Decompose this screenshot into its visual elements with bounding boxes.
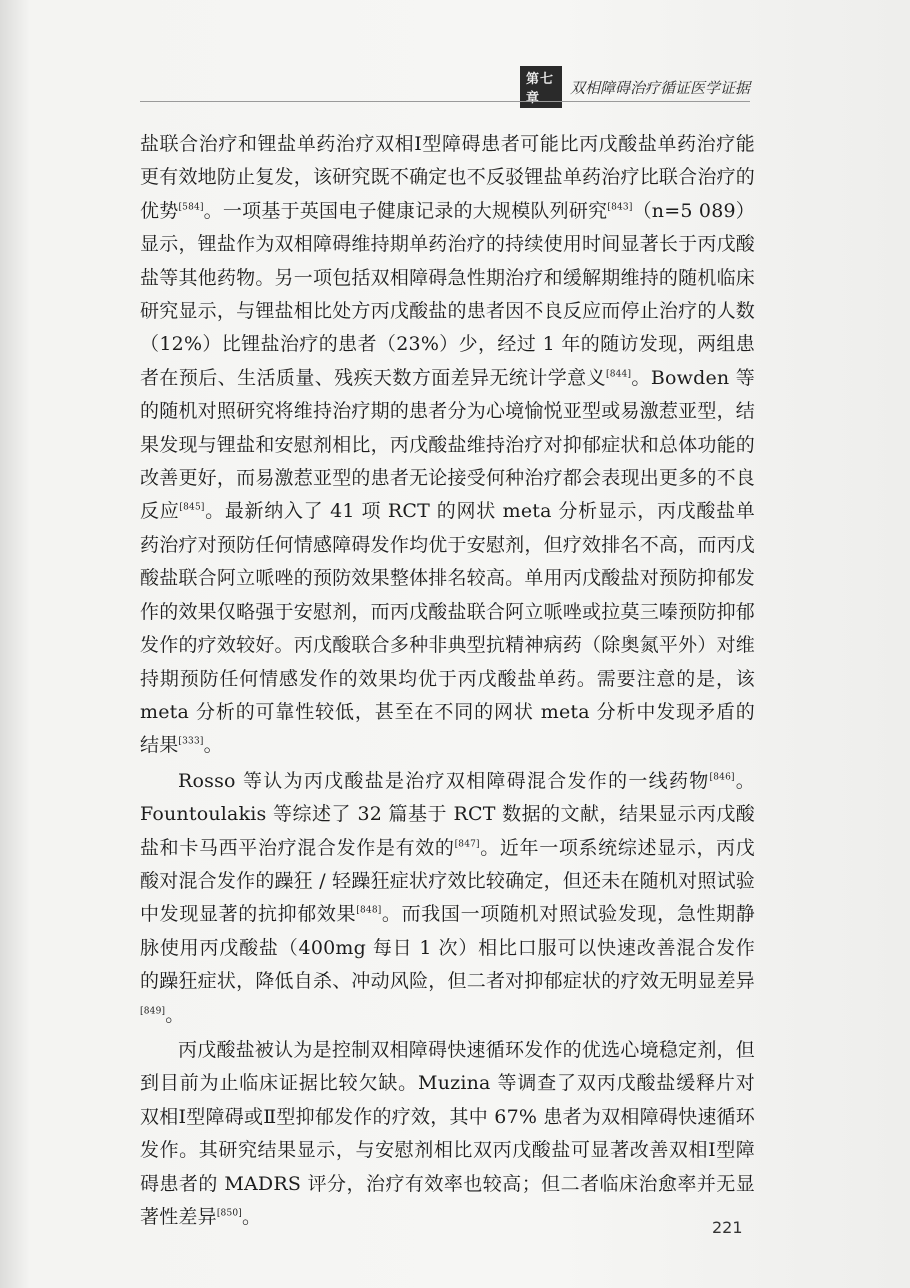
citation-ref: [844]: [605, 369, 632, 380]
body-text: [140, 128, 755, 1234]
paragraph-2: [140, 765, 755, 1032]
text-run: 。: [165, 1003, 185, 1026]
citation-ref: [846]: [709, 772, 735, 783]
text-run: （n=5 089）显示，锂盐作为双相障碍维持期单药治疗的持续使用时间显著长于丙戊酸盐等其他药物。另一项包括双相障碍急性期治疗和缓解期维持的随机临床研究显示，与锂盐相比处方丙戊酸盐的患者因不良反应而停止治疗的人数（12%）比锂盐治疗的患者（23%）少，经过 1 年的随访发现，两组患者在预后、生活质量、残疾天数方面差异无统计学意义: [140, 199, 756, 389]
text-run: 。近年一项系统综述显示，丙戊酸对混合发作的躁狂 / 轻躁狂症状疗效比较确定，但还未在随机对照试验中发现显著的抗抑郁效果: [140, 836, 755, 926]
text-run: 。: [242, 1206, 262, 1228]
text-run: 。而我国一项随机对照试验发现，急性期静脉使用丙戊酸盐（400mg 每日 1 次）相比口服可以快速改善混合发作的躁狂症状，降低自杀、冲动风险，但二者对抑郁症状的疗效无明显差异: [140, 903, 755, 993]
text-run: 。一项基于英国电子健康记录的大规模队列研究: [203, 199, 608, 222]
page-number: 221: [712, 1218, 743, 1237]
citation-ref: [333]: [178, 736, 204, 747]
chapter-badge: 第七章: [520, 66, 562, 108]
paragraph-1: [140, 128, 755, 763]
paragraph-3: [140, 1034, 755, 1234]
citation-ref: [849]: [140, 1006, 166, 1017]
text-run: 丙戊酸盐被认为是控制双相障碍快速循环发作的优选心境稳定剂，但到目前为止临床证据比较欠缺。Muzina 等调查了双丙戊酸盐缓释片对双相Ⅰ型障碍或Ⅱ型抑郁发作的疗效，其中 67% 患者为双相障碍快速循环发作。其研究结果显示，与安慰剂相比双丙戊酸盐可显著改善双相Ⅰ型障碍患者的 MADRS 评分，治疗有效率也较高；但二者临床治愈率并无显著性差异: [140, 1038, 755, 1228]
running-header: [520, 72, 750, 106]
citation-ref: [845]: [179, 503, 205, 514]
header-rule: [140, 101, 750, 102]
text-run: 盐联合治疗和锂盐单药治疗双相Ⅰ型障碍患者可能比丙戊酸盐单药治疗能更有效地防止复发，该研究既不确定也不反驳锂盐单药治疗比联合治疗的优势: [140, 133, 755, 222]
citation-ref: [584]: [178, 202, 204, 213]
text-run: 。最新纳入了 41 项 RCT 的网状 meta 分析显示，丙戊酸盐单药治疗对预防任何情感障碍发作均优于安慰剂，但疗效排名不高，而丙戊酸盐联合阿立哌唑的预防效果整体排名较高。单用丙戊酸盐对预防抑郁发作的效果仅略强于安慰剂，而丙戊酸盐联合阿立哌唑或拉莫三嗪预防抑郁发作的疗效较好。丙戊酸联合多种非典型抗精神病药（除奥氮平外）对维持期预防任何情感发作的效果均优于丙戊酸盐单药。需要注意的是，该 meta 分析的可靠性较低，甚至在不同的网状 meta 分析中发现矛盾的结果: [140, 500, 755, 757]
running-title: 双相障碍治疗循证医学证据: [569, 78, 750, 97]
text-run: Rosso 等认为丙戊酸盐是治疗双相障碍混合发作的一线药物: [178, 769, 710, 792]
citation-ref: [850]: [216, 1208, 243, 1219]
text-run: 。Bowden 等的随机对照研究将维持治疗期的患者分为心境愉悦亚型或易激惹亚型，结果发现与锂盐和安慰剂相比，丙戊酸盐维持治疗对抑郁症状和总体功能的改善更好，而易激惹亚型的患者无论接受何种治疗都会表现出更多的不良反应: [140, 366, 755, 523]
citation-ref: [847]: [454, 839, 480, 850]
text-run: 。: [203, 734, 223, 757]
text-run: 。Fountoulakis 等综述了 32 篇基于 RCT 数据的文献，结果显示丙戊酸盐和卡马西平治疗混合发作是有效的: [140, 769, 756, 859]
citation-ref: [843]: [607, 202, 633, 213]
citation-ref: [848]: [356, 906, 382, 917]
